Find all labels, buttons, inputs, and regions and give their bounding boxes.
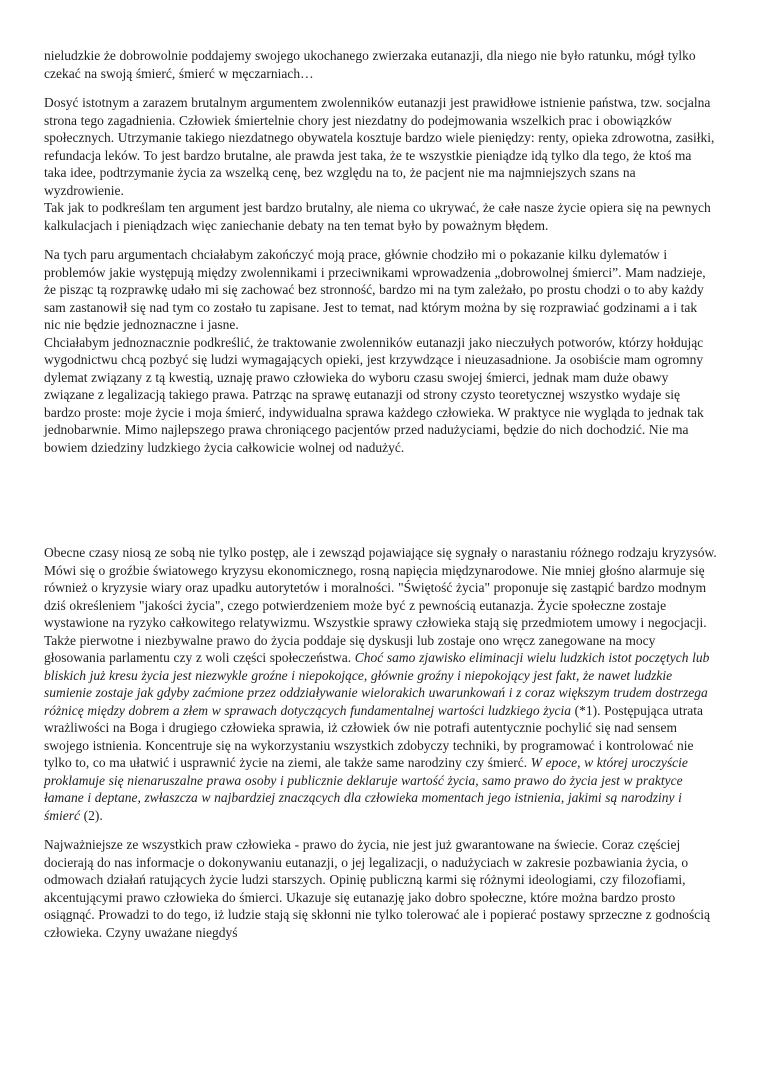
text-run: Najważniejsze ze wszystkich praw człowieka - prawo do życia, nie jest już gwarantowane na świecie. Coraz częściej docierają do nas informacje o dokonywaniu eutanazji, o jej legalizacji, o nadużyciach w zakresie pozbawiania życia, o odmowach działań ratujących życie ludzi starszych. Opinię publiczną karmi się różnymi ideologiami, czy filozofiami, akcentującymi prawo człowieka do śmierci. Ukazuje się eutanazję jako dobro społeczne, które można bardzo prosto osiągnąć. Prowadzi to do tego, iż ludzie stają się skłonni nie tylko tolerować ale i popierać postawy sprzeczne z godnością człowieka. Czyny uważane niegdyś [44, 837, 711, 940]
paragraph [44, 199, 717, 234]
text-run: Tak jak to podkreślam ten argument jest bardzo brutalny, ale niema co ukrywać, że całe nasze życie opiera się na pewnych kalkulacjach i pieniądzach więc zaniechanie debaty na ten temat było by poważnym błędem. [44, 200, 711, 233]
vertical-gap [44, 456, 717, 544]
paragraph [44, 836, 717, 941]
text-run: Na tych paru argumentach chciałabym zakończyć moją prace, głównie chodziło mi o pokazanie kilku dylematów i problemów jakie występują między zwolennikami i przeciwnikami wprowadzenia „dobrowolnej śmierci”. Mam nadzieje, że pisząc tą rozprawkę udało mi się zachować bez stronność, bardzo mi na tym zależało, po prostu chodzi o to aby każdy sam zastanowił się nad tym co zostało tu zapisane. Jest to temat, nad którym można by się rozprawiać godzinami a i tak nic nie będzie jednoznaczne i jasne. [44, 247, 706, 332]
paragraph [44, 334, 717, 457]
document-body [44, 47, 717, 941]
paragraph [44, 47, 717, 82]
text-run: (2). [80, 807, 103, 823]
paragraph [44, 94, 717, 199]
paragraph [44, 246, 717, 334]
text-run: Obecne czasy niosą ze sobą nie tylko postęp, ale i zewsząd pojawiające się sygnały o narastaniu różnego rodzaju kryzysów. Mówi się o groźbie światowego kryzysu ekonomicznego, rosną napięcia międzynarodowe. Nie mniej głośno alarmuje się również o kryzysie wiary oraz upadku autorytetów i moralności. "Świętość życia" proponuje się zastąpić bardzo modnym dziś określeniem "jakości życia", czego potwierdzeniem może być z pewnością eutanazja. Życie społeczne zostaje wystawione na ryzyko całkowitego relatywizmu. Wszystkie sprawy człowieka stają się przedmiotem umowy i negocjacji. Także pierwotne i niezbywalne prawo do życia poddaje się dyskusji lub zostaje ono wręcz zanegowane na mocy głosowania parlamentu czy z woli części społeczeństwa. [44, 545, 717, 665]
paragraph [44, 544, 717, 824]
italic-text-run: W epoce, w której uroczyście proklamuje się nienaruszalne prawa osoby i publicznie deklaruje wartość życia, samo prawo do życia jest w praktyce łamane i deptane, zwłaszcza w najbardziej znaczących dla człowieka momentach jego istnienia, jakimi są narodziny i śmierć [44, 755, 688, 823]
text-run: Chciałabym jednoznacznie podkreślić, że traktowanie zwolenników eutanazji jako nieczułych potworów, którzy hołdując wygodnictwu chcą pozbyć się ludzi wymagających opieki, jest krzywdzące i nieuzasadnione. Ja osobiście mam ogromny dylemat związany z tą kwestią, uznaję prawo człowieka do wyboru czasu swojej śmierci, jednak mam duże obawy związane z legalizacją takiego prawa. Patrząc na sprawę eutanazji od strony czysto teoretycznej wszystko wydaje się bardzo proste: moje życie i moja śmierć, indywidualna sprawa każdego człowieka. W praktyce nie wygląda to jednak tak jednobarwnie. Mimo najlepszego prawa chroniącego pacjentów przed nadużyciami, będzie do nich dochodzić. Nie ma bowiem dziedziny ludzkiego życia całkowicie wolnej od nadużyć. [44, 334, 704, 455]
vertical-gap [44, 82, 717, 94]
vertical-gap [44, 824, 717, 836]
text-run: (*1). Postępująca utrata wrażliwości na Boga i drugiego człowieka sprawia, iż człowiek ów nie potrafi autentycznie pochylić się nad sensem swojego istnienia. Koncentruje się na wykorzystaniu wszystkich zdobyczy techniki, by programować i kontrolować nie tylko to, co ma ułatwić i usprawnić życie na ziemi, ale także same narodziny czy śmierć. [44, 702, 704, 770]
vertical-gap [44, 234, 717, 246]
italic-text-run: Choć samo zjawisko eliminacji wielu ludzkich istot poczętych lub bliskich już kresu życia jest niezwykle groźne i niepokojące, głównie groźny i niepokojący jest fakt, że nawet ludzkie sumienie zostaje jak gdyby zaćmione przez oddziaływanie wielorakich uwarunkowań i z coraz większym trudem dostrzega różnicę między dobrem a złem w sprawach dotyczących fundamentalnej wartości ludzkiego życia [44, 650, 710, 718]
text-run: nieludzkie że dobrowolnie poddajemy swojego ukochanego zwierzaka eutanazji, dla niego nie było ratunku, mógł tylko czekać na swoją śmierć, śmierć w męczarniach… [44, 48, 696, 81]
text-run: Dosyć istotnym a zarazem brutalnym argumentem zwolenników eutanazji jest prawidłowe istnienie państwa, tzw. socjalna strona tego zagadnienia. Człowiek śmiertelnie chory jest niezdatny do podejmowania wszelkich prac i obowiązków społecznych. Utrzymanie takiego niezdatnego obywatela kosztuje bardzo wiele pieniędzy: renty, opieka zdrowotna, zasiłki, refundacja leków. To jest bardzo brutalne, ale prawda jest taka, że te wszystkie pieniądze idą tylko dla tego, że ktoś ma taka idee, podtrzymanie życia za wszelką cenę, bez względu na to, że pacjent nie ma najmniejszych szans na wyzdrowienie. [44, 95, 715, 198]
